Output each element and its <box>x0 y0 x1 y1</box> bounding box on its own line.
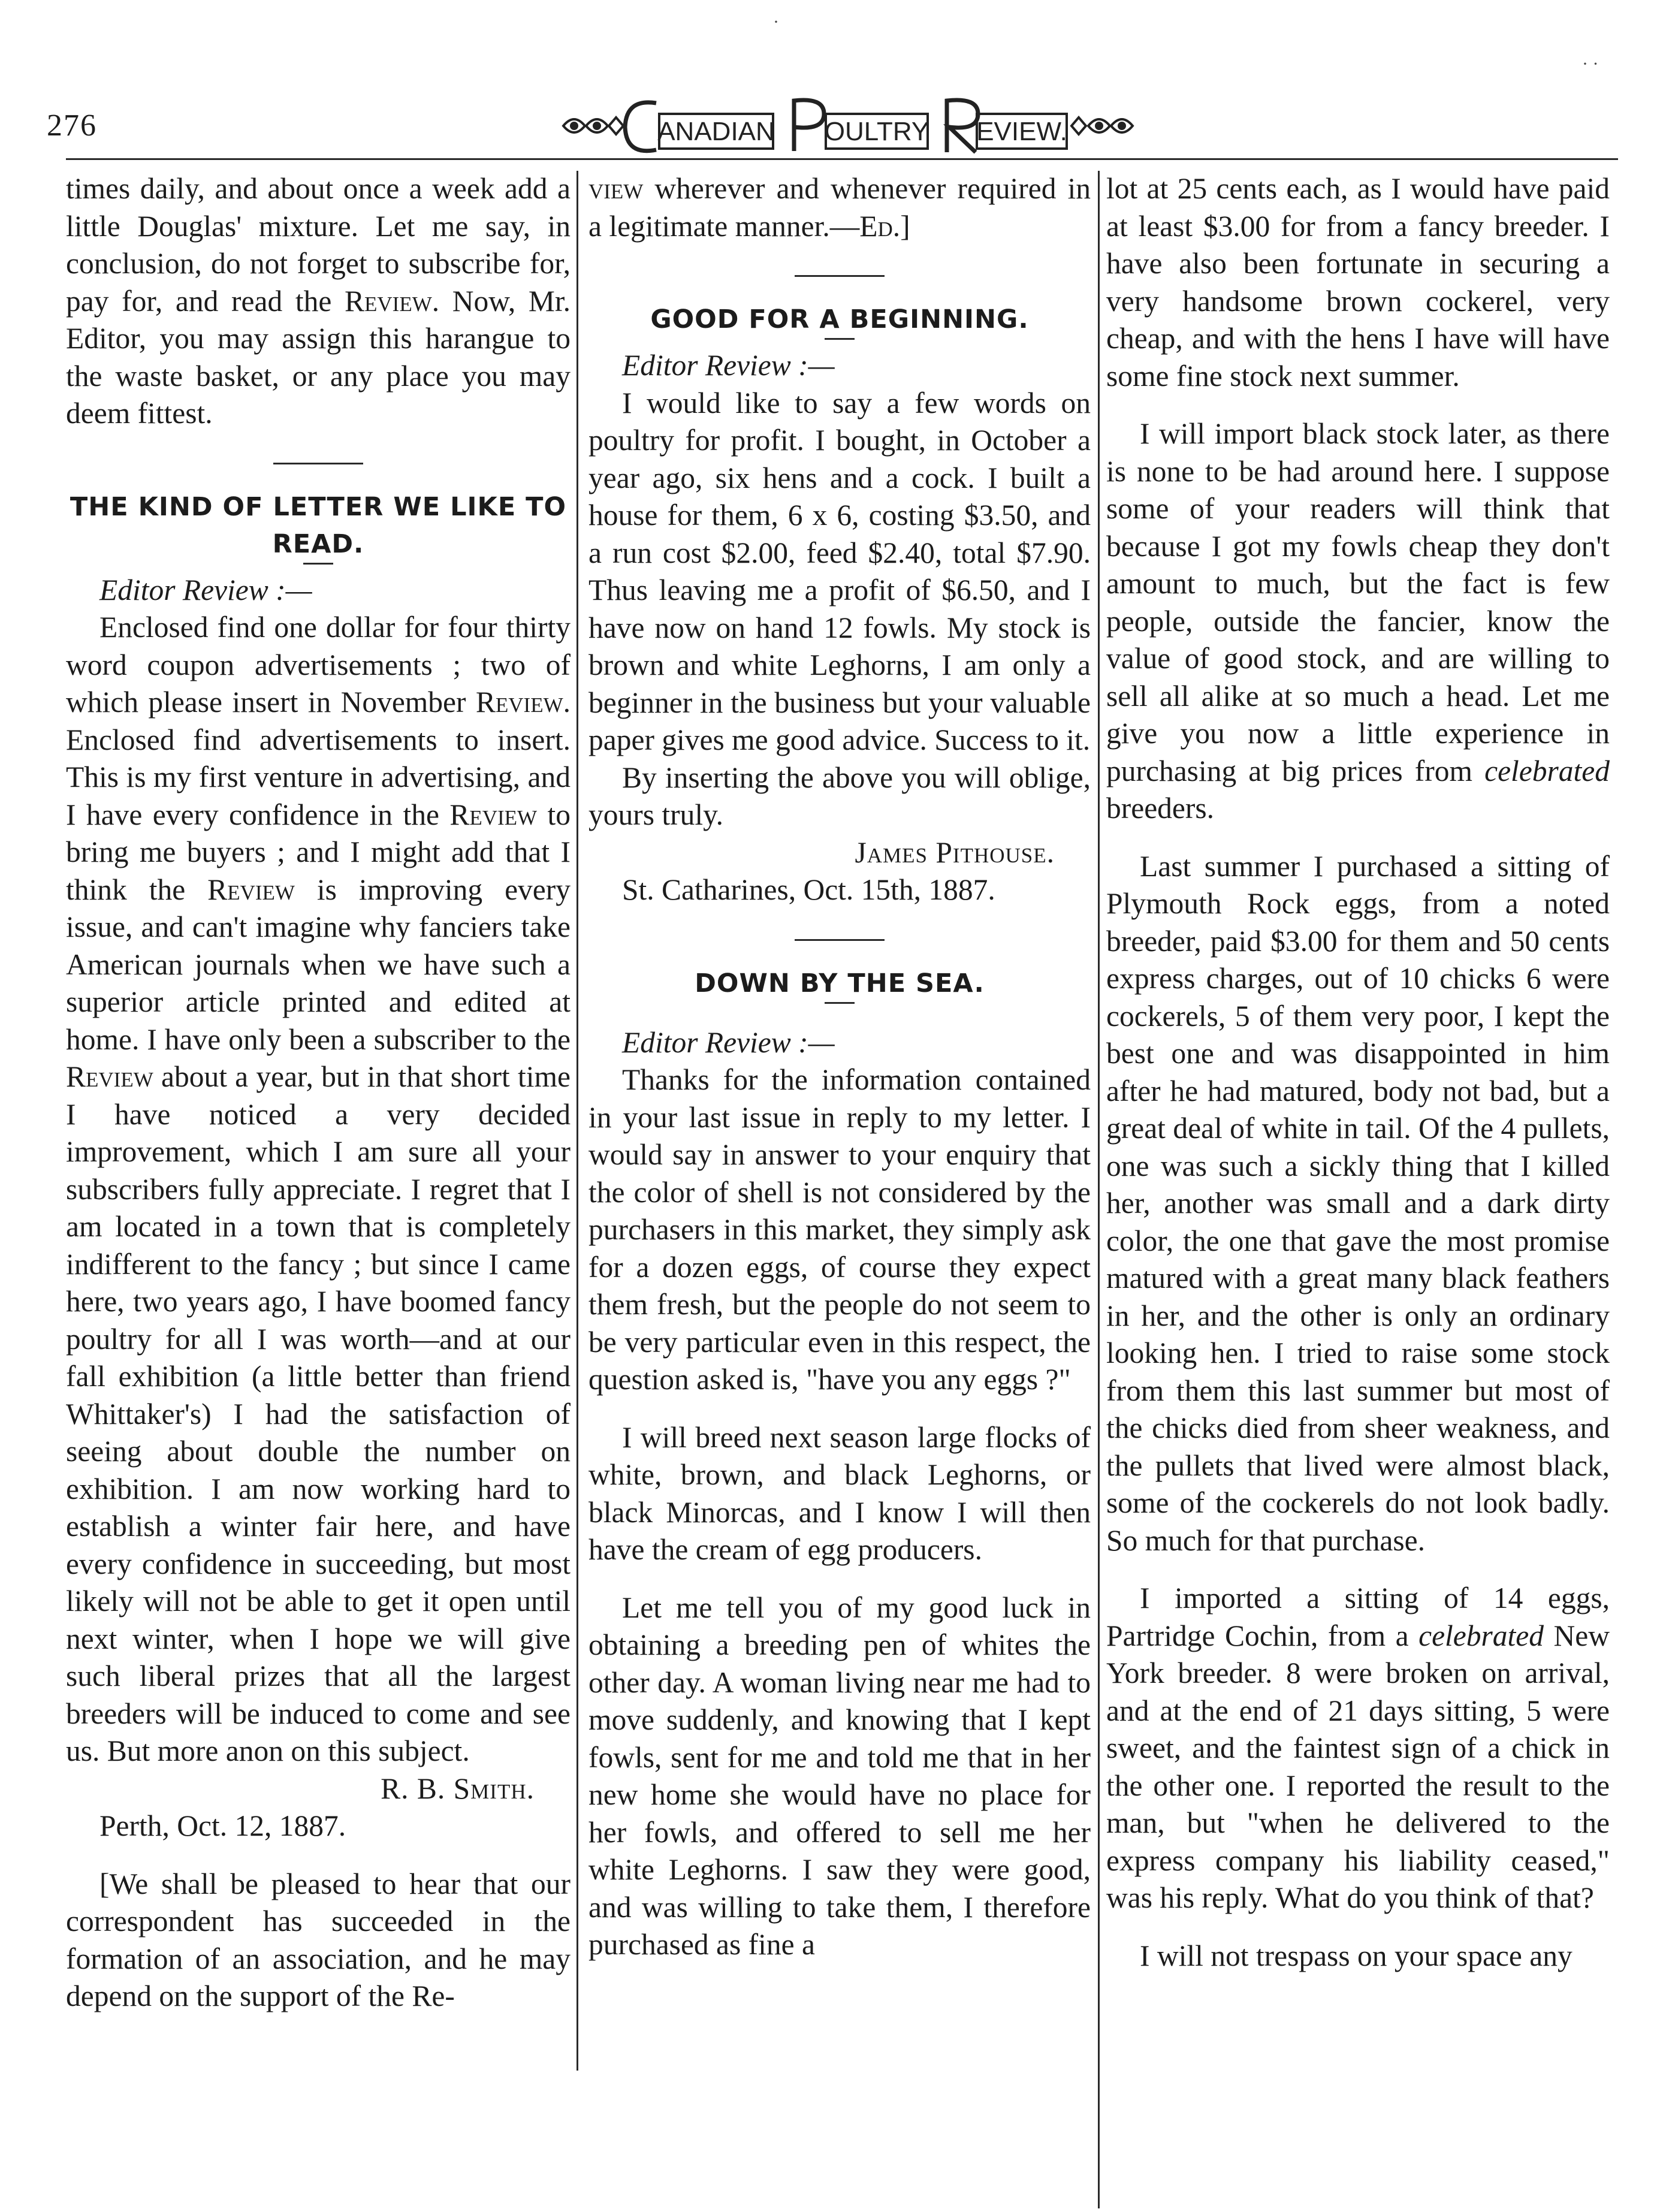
letter-c-icon <box>625 102 656 151</box>
column-divider-2 <box>1098 171 1100 2208</box>
column-1 <box>66 170 571 2015</box>
salutation: Editor Review :— <box>622 1025 835 1059</box>
masthead <box>557 90 1145 162</box>
masthead-word-review: EVIEW. <box>976 117 1067 146</box>
header-rule <box>66 158 1618 160</box>
paragraph: I will import black stock later, as there is none to be had around here. I suppose some of your readers will think that because I got my fowls cheap they don't amount to much, but the fact is few people, outside the fancier, know the value of good stock, and are willing to sell all alike at so much a head. Let me give you now a little experience in purchasing at big prices from celebrated breeders. <box>1106 417 1610 825</box>
article-heading: GOOD FOR A BEGINNING. <box>650 304 1029 334</box>
heading-rule <box>825 1002 855 1004</box>
salutation: Editor Review :— <box>99 573 312 606</box>
print-speck: · <box>773 12 779 32</box>
article-heading: THE KIND OF LETTER WE LIKE TO READ. <box>70 491 567 559</box>
ornament-right-icon <box>1072 117 1133 134</box>
signature: James Pithouse. <box>855 835 1055 869</box>
letter-r-icon <box>947 100 978 152</box>
section-rule <box>795 275 885 277</box>
paragraph: Enclosed find one dollar for four thirty word coupon advertisements ; two of which please insert in November Review. Enclosed find advertisements to insert. This is my first venture in advertising, and I have every confidence in the Review to bring me buyers ; and I might add that I think the Review is improving every issue, and can't imagine why fanciers take American journals when we have such a superior article printed and edited at home. I have only been a subscriber to the Review about a year, but in that short time I have noticed a very decided improvement, which I am sure all your subscribers fully appreciate. I regret that I am located in a town that is completely indifferent to the fancy ; but since I came here, two years ago, I have boomed fancy poultry for all I was worth—and at our fall exhibition (a little better than friend Whittaker's) I had the satisfaction of seeing about double the number on exhibition. I am now working hard to establish a winter fair here, and have every confidence in succeeding, but most likely will not be able to get it open until next winter, when I hope we will give such liberal prizes that all the largest breeders will be induced to come and see us. But more anon on this subject. <box>66 611 571 1767</box>
salutation: Editor Review :— <box>622 349 835 382</box>
page-number: 276 <box>47 108 97 143</box>
signature: R. B. Smith. <box>381 1772 535 1805</box>
paragraph: view wherever and whenever required in a legitimate manner.—Ed.] <box>588 172 1091 243</box>
editor-note: [We shall be pleased to hear that our correspondent has succeeded in the formation of an association, and he may depend on the support of the Re- <box>66 1867 571 2012</box>
masthead-word-canadian: ANADIAN <box>657 117 775 146</box>
dateline: St. Catharines, Oct. 15th, 1887. <box>622 873 995 906</box>
section-rule <box>795 939 885 941</box>
paragraph: Let me tell you of my good luck in obtaining a breeding pen of whites the other day. A woman living near me had to move suddenly, and knowing that I kept fowls, sent for me and told me that in her new home she would have no place for her fowls, and offered to sell me her white Leghorns. I saw they were good, and was willing to take them, I therefore purchased as fine a <box>588 1591 1091 1961</box>
paragraph: Thanks for the information contained in your last issue in reply to my letter. I would say in answer to your enquiry that the color of shell is not considered by the purchasers in this market, they simply ask for a dozen eggs, of course they expect them fresh, but the people do not seem to be very particular even in this respect, the question asked is, "have you any eggs ?" <box>588 1063 1091 1396</box>
print-speck: · · <box>1582 54 1599 74</box>
paragraph: By inserting the above you will oblige, yours truly. <box>588 761 1091 831</box>
dateline: Perth, Oct. 12, 1887. <box>99 1809 346 1842</box>
heading-rule <box>303 563 333 565</box>
paragraph: I will not trespass on your space any <box>1140 1939 1572 1972</box>
letter-p-icon <box>794 100 824 151</box>
article-heading: DOWN BY THE SEA. <box>695 968 985 998</box>
column-3 <box>1106 170 1610 1975</box>
ornament-left-icon <box>563 117 623 134</box>
paragraph: times daily, and about once a week add a little Douglas' mixture. Let me say, in conclusion, do not forget to subscribe for, pay for, and read the Review. Now, Mr. Editor, you may assign this harangue to the waste basket, or any place you may deem fittest. <box>66 172 571 430</box>
paragraph: I imported a sitting of 14 eggs, Partridge Cochin, from a celebrated New York breeder. 8 were broken on arrival, and at the end of 21 days sitting, 5 were sweet, and the faintest sign of a chick in the other one. I reported the result to the man, but "when he delivered to the express company his liability ceased," was his reply. What do you think of that? <box>1106 1582 1610 1914</box>
paragraph: lot at 25 cents each, as I would have paid at least $3.00 for from a fancy breeder. I have also been fortunate in securing a very handsome brown cockerel, very cheap, and with the hens I have will have some fine stock next summer. <box>1106 172 1610 393</box>
paragraph: I will breed next season large flocks of white, brown, and black Leghorns, or black Minorcas, and I know I will then have the cream of egg producers. <box>588 1420 1091 1566</box>
heading-rule <box>825 338 855 340</box>
paragraph: I would like to say a few words on poultry for profit. I bought, in October a year ago, six hens and a cock. I built a house for them, 6 x 6, costing $3.50, and a run cost $2.00, feed $2.40, total $7.90. Thus leaving me a profit of $6.50, and I have now on hand 12 fowls. My stock is brown and white Leghorns, I am only a beginner in the business but your valuable paper gives me good advice. Success to it. <box>588 386 1091 756</box>
column-2 <box>588 170 1091 1964</box>
section-rule <box>273 463 363 464</box>
paragraph: Last summer I purchased a sitting of Plymouth Rock eggs, from a noted breeder, paid $3.00 for them and 50 cents express charges, out of 10 chicks 6 were cockerels, 5 of them very poor, I kept the best one and was disappointed in him after he had matured, body not bad, but a great deal of white in tail. Of the 4 pullets, one was such a sickly thing that I killed her, another was small and a dark dirty color, the one that gave the most promise matured with a great many black feathers in her, and the other is only an ordinary looking hen. I tried to raise some stock from them this last summer but most of the chicks died from sheer weakness, and the pullets that lived were almost black, some of the cockerels do not look badly. So much for that purchase. <box>1106 849 1610 1557</box>
column-divider-1 <box>577 171 578 2071</box>
masthead-word-poultry: OULTRY <box>824 117 929 146</box>
